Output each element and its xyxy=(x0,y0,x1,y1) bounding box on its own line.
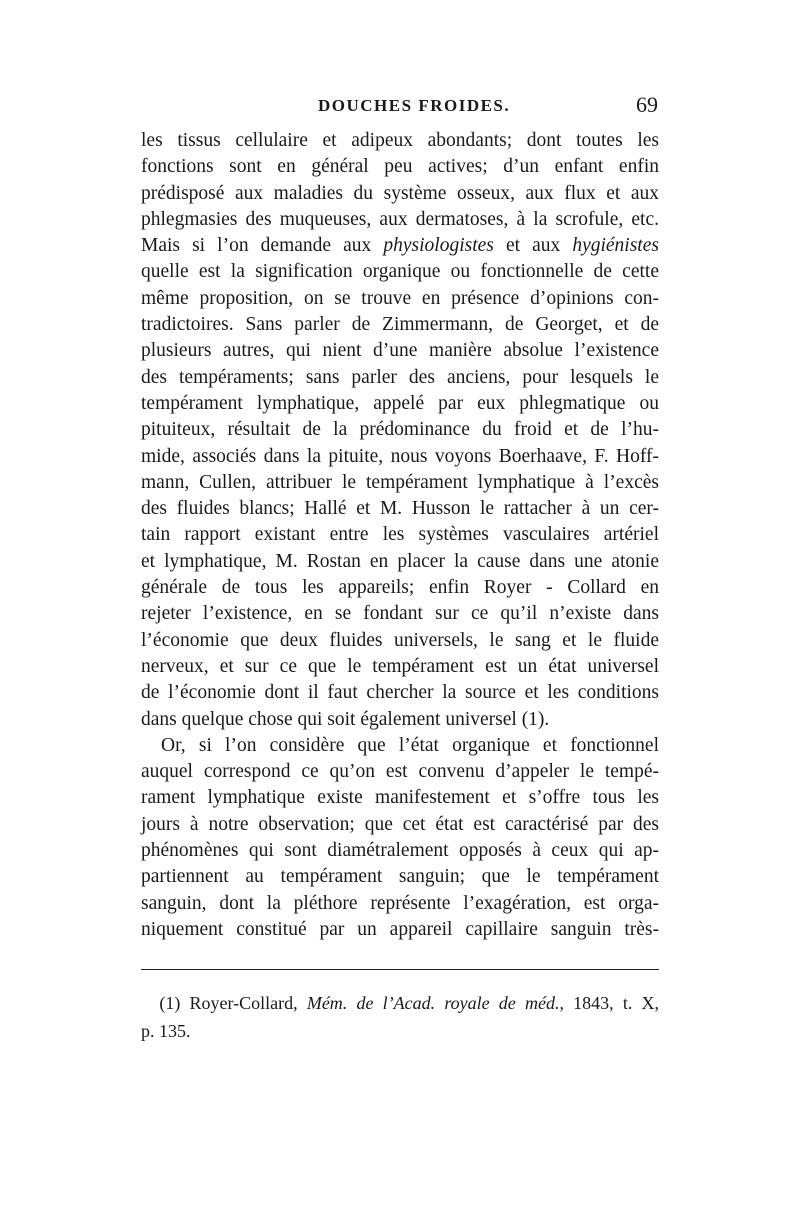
text-line: des tempéraments; sans parler des anciens, pour lesquels le xyxy=(141,366,659,388)
running-head: DOUCHES FROIDES. xyxy=(318,96,511,115)
text-line: les tissus cellulaire et adipeux abondants; dont toutes les xyxy=(141,130,659,151)
footnote-marker: (1) Royer-Collard, xyxy=(159,993,307,1013)
text-line: auquel correspond ce qu’on est convenu d’appeler le tempé- xyxy=(141,761,659,783)
page-number: 69 xyxy=(636,92,658,117)
text-line xyxy=(141,233,659,259)
text-line: partiennent au tempérament sanguin; que le tempérament xyxy=(141,866,659,888)
text-line: tempérament lymphatique, appelé par eux phlegmatique ou xyxy=(141,392,659,414)
footnote-rest: , 1843, t. X, xyxy=(559,993,660,1013)
text-line: niquement constitué par un appareil capillaire sanguin très- xyxy=(141,918,659,940)
text-line: mide, associés dans la pituite, nous voyons Boerhaave, F. Hoff- xyxy=(141,445,659,467)
footnote-line xyxy=(141,989,659,1017)
text-line: fonctions sont en général peu actives; d’un enfant enfin xyxy=(141,156,659,178)
text-line: quelle est la signification organique ou fonctionnelle de cette xyxy=(141,261,659,283)
text-fragment: Mais si l’on demande aux xyxy=(141,235,384,257)
footnote-divider xyxy=(141,969,659,970)
text-line: l’économie que deux fluides universels, le sang et le fluide xyxy=(141,629,659,651)
italic-term: hygiénistes xyxy=(572,235,659,257)
text-line: rejeter l’existence, en se fondant sur ce qu’il n’existe dans xyxy=(141,603,659,625)
text-fragment: et aux xyxy=(493,235,573,257)
italic-term: physiologistes xyxy=(383,235,494,257)
text-line: phlegmasies des muqueuses, aux dermatoses, à la scrofule, etc. xyxy=(141,208,659,230)
text-line: pituiteux, résultait de la prédominance du froid et de l’hu- xyxy=(141,419,659,441)
text-line: rament lymphatique existe manifestement et s’offre tous les xyxy=(141,787,659,809)
text-line: mann, Cullen, attribuer le tempérament lymphatique à l’excès xyxy=(141,471,659,493)
text-line: même proposition, on se trouve en présence d’opinions con- xyxy=(141,287,659,309)
text-line: et lymphatique, M. Rostan en placer la cause dans une atonie xyxy=(141,550,659,572)
text-line: phénomènes qui sont diamétralement opposés à ceux qui ap- xyxy=(141,840,659,862)
page-header xyxy=(140,92,660,122)
text-line: nerveux, et sur ce que le tempérament est un état universel xyxy=(141,655,659,677)
text-line: Or, si l’on considère que l’état organique et fonctionnel xyxy=(161,734,659,756)
footnote xyxy=(141,989,659,1045)
text-line: jours à notre observation; que cet état est caractérisé par des xyxy=(141,813,659,835)
text-line: dans quelque chose qui soit également universel (1). xyxy=(141,708,550,730)
text-line: de l’économie dont il faut chercher la source et les conditions xyxy=(141,682,659,704)
text-line: prédisposé aux maladies du système osseux, aux flux et aux xyxy=(141,182,659,204)
text-line: tradictoires. Sans parler de Zimmermann, de Georget, et de xyxy=(141,314,659,336)
footnote-journal: Mém. de l’Acad. royale de méd. xyxy=(306,993,560,1013)
text-line: tain rapport existant entre les systèmes vasculaires artériel xyxy=(141,524,659,546)
text-line: plusieurs autres, qui nient d’une manière absolue l’existence xyxy=(141,340,659,362)
body-text xyxy=(141,128,659,943)
text-line: générale de tous les appareils; enfin Royer - Collard en xyxy=(141,577,659,599)
text-line: sanguin, dont la pléthore représente l’exagération, est orga- xyxy=(141,892,659,914)
footnote-line: p. 135. xyxy=(141,1021,191,1041)
text-line: des fluides blancs; Hallé et M. Husson le rattacher à un cer- xyxy=(141,498,659,520)
